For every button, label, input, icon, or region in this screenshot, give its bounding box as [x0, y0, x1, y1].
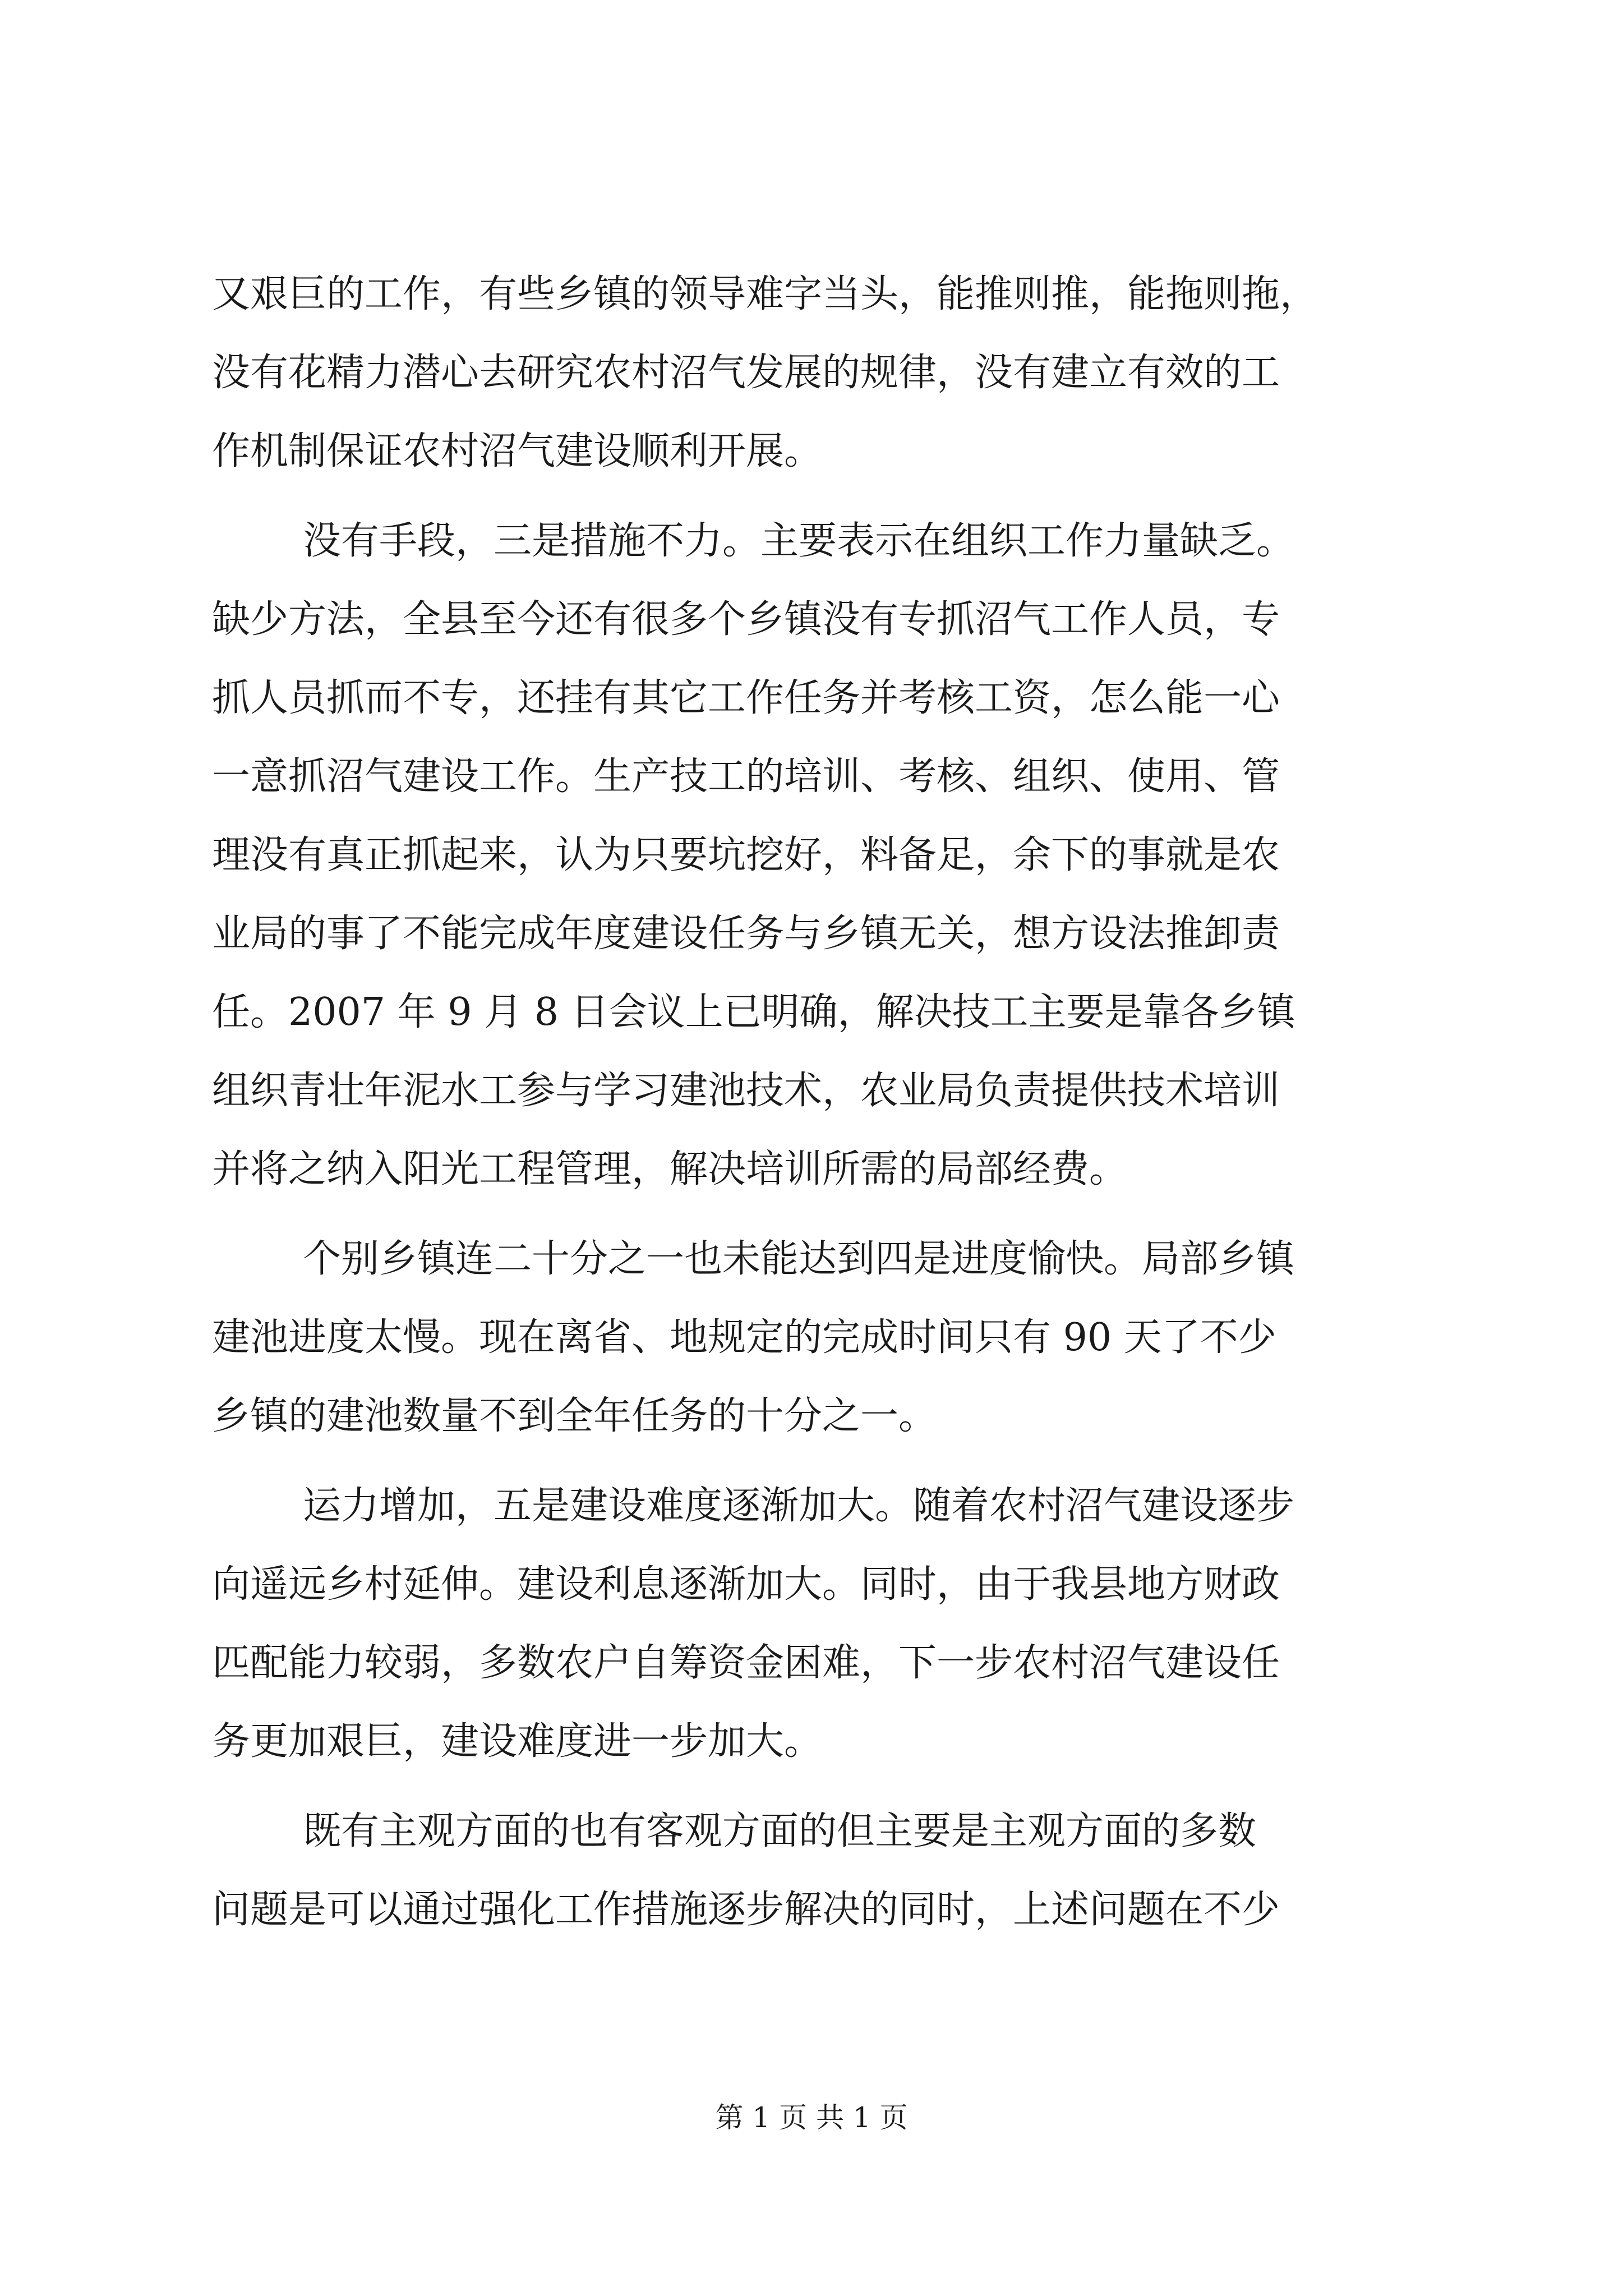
body-line: 理没有真正抓起来，认为只要坑挖好，料备足，余下的事就是农: [212, 833, 1280, 877]
body-line: 向遥远乡村延伸。建设利息逐渐加大。同时，由于我县地方财政: [212, 1562, 1280, 1607]
body-line: 问题是可以通过强化工作措施逐步解决的同时，上述问题在不少: [212, 1888, 1280, 1932]
body-line: 匹配能力较弱，多数农户自筹资金困难，下一步农村沼气建设任: [212, 1641, 1280, 1685]
body-line: 任。2007 年 9 月 8 日会议上已明确，解决技工主要是靠各乡镇: [212, 990, 1295, 1034]
body-line: 又艰巨的工作，有些乡镇的领导难字当头，能推则推，能拖则拖，: [212, 272, 1318, 316]
body-line: 建池进度太慢。现在离省、地规定的完成时间只有 90 天了不少: [212, 1315, 1276, 1360]
body-line: 组织青壮年泥水工参与学习建池技术，农业局负责提供技术培训: [212, 1069, 1280, 1113]
body-line: 务更加艰巨，建设难度进一步加大。: [212, 1719, 823, 1764]
body-line: 缺少方法，全县至今还有很多个乡镇没有专抓沼气工作人员，专: [212, 597, 1280, 642]
page-number-footer: 第 1 页 共 1 页: [715, 2101, 908, 2134]
body-line: 个别乡镇连二十分之一也未能达到四是进度愉快。局部乡镇: [303, 1237, 1295, 1281]
body-line: 业局的事了不能完成年度建设任务与乡镇无关，想方设法推卸责: [212, 912, 1280, 956]
body-line: 没有花精力潜心去研究农村沼气发展的规律，没有建立有效的工: [212, 351, 1280, 395]
body-line: 运力增加，五是建设难度逐渐加大。随着农村沼气建设逐步: [303, 1484, 1295, 1528]
body-line: 作机制保证农村沼气建设顺利开展。: [212, 429, 823, 473]
body-line: 乡镇的建池数量不到全年任务的十分之一。: [212, 1394, 937, 1438]
body-line: 并将之纳入阳光工程管理，解决培训所需的局部经费。: [212, 1147, 1128, 1191]
body-line: 一意抓沼气建设工作。生产技工的培训、考核、组织、使用、管: [212, 754, 1280, 799]
body-line: 既有主观方面的也有客观方面的但主要是主观方面的多数: [303, 1809, 1257, 1853]
body-line: 抓人员抓而不专，还挂有其它工作任务并考核工资，怎么能一心: [212, 676, 1280, 720]
body-line: 没有手段，三是措施不力。主要表示在组织工作力量缺乏。: [303, 519, 1295, 563]
